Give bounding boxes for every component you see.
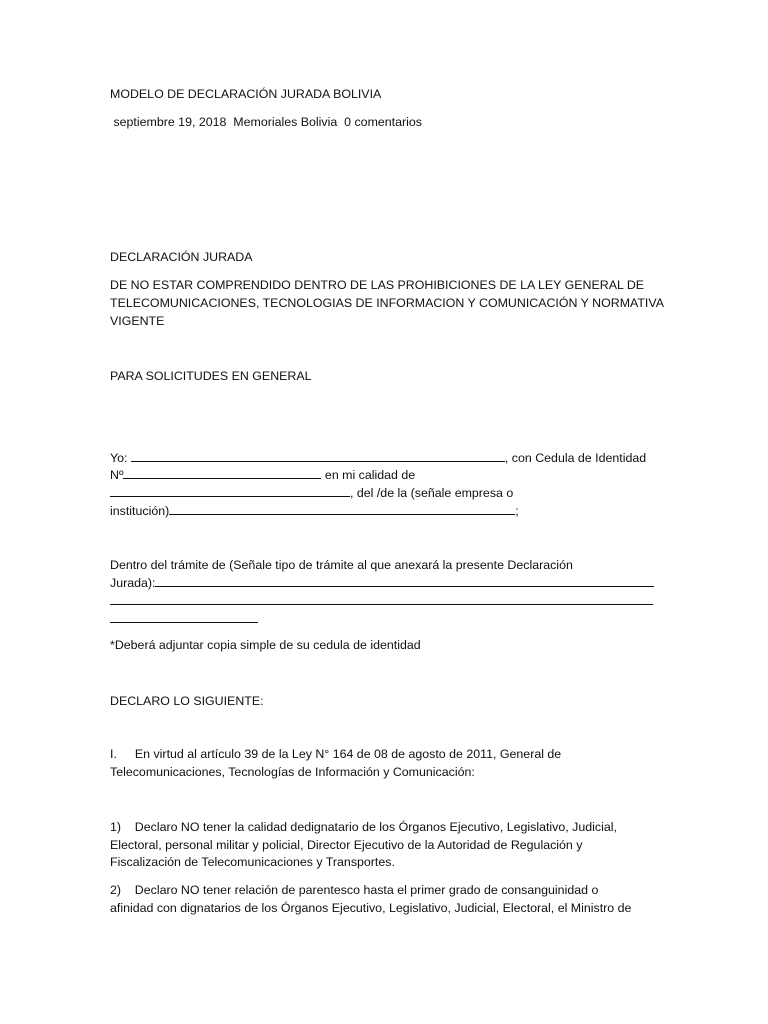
institution-suffix: ; (515, 504, 519, 518)
section-1-number: I. (110, 747, 117, 761)
procedure-blank-field-2[interactable] (110, 593, 653, 605)
section-1-line-2: Telecomunicaciones, Tecnologías de Información y Comunicación: (110, 765, 475, 779)
item-1-line-2: Electoral, personal militar y policial, Director Ejecutivo de la Autoridad de Regulación y (110, 838, 583, 852)
yo-line (110, 450, 646, 467)
item-1-line-1: 1) Declaro NO tener la calidad dedignatario de los Órganos Ejecutivo, Legislativo, Judicial, (110, 820, 617, 834)
item-2-line-1: 2) Declaro NO tener relación de parentesco hasta el primer grado de consanguinidad o (110, 883, 599, 897)
attachment-note: *Deberá adjuntar copia simple de su cedula de identidad (110, 638, 421, 652)
capacity-blank-field[interactable] (110, 485, 350, 497)
section-1-line-1 (110, 746, 561, 763)
post-meta: septiembre 19, 2018 Memoriales Bolivia 0 comentarios (110, 115, 422, 129)
purpose-heading: PARA SOLICITUDES EN GENERAL (110, 369, 312, 383)
yo-suffix: , con Cedula de Identidad (504, 451, 647, 465)
item-2-line-2: afinidad con dignatarios de los Órganos Ejecutivo, Legislativo, Judicial, Electoral, el Ministro de (110, 901, 632, 915)
declaro-heading: DECLARO LO SIGUIENTE: (110, 694, 264, 708)
capacity-suffix: , del /de la (señale empresa o (350, 486, 514, 500)
declaration-subheading-line-2: TELECOMUNICACIONES, TECNOLOGIAS DE INFORMACION Y COMUNICACIÓN Y NORMATIVA (110, 296, 664, 310)
capacity-line (110, 485, 513, 502)
procedure-line-1: Dentro del trámite de (Señale tipo de trámite al que anexará la presente Declaración (110, 558, 573, 572)
institution-label: institución) (110, 504, 170, 518)
procedure-line-2 (110, 575, 654, 592)
procedure-line-4 (110, 611, 258, 628)
declaration-subheading-line-3: VIGENTE (110, 314, 165, 328)
id-number-line (110, 467, 415, 484)
section-1-text: En virtud al artículo 39 de la Ley N° 164 de 08 de agosto de 2011, General de (134, 747, 562, 761)
document-title: MODELO DE DECLARACIÓN JURADA BOLIVIA (110, 87, 382, 101)
procedure-line-3 (110, 593, 653, 610)
item-1-line-3: Fiscalización de Telecomunicaciones y Transportes. (110, 855, 395, 869)
procedure-label: Jurada): (110, 576, 156, 590)
declaration-subheading-line-1: DE NO ESTAR COMPRENDIDO DENTRO DE LAS PROHIBICIONES DE LA LEY GENERAL DE (110, 278, 645, 292)
institution-line (110, 503, 519, 520)
id-number-blank-field[interactable] (123, 467, 321, 479)
id-number-label: Nº (110, 468, 124, 482)
procedure-blank-field-1[interactable] (155, 575, 654, 587)
id-number-suffix: en mi calidad de (321, 468, 416, 482)
yo-label: Yo: (110, 451, 131, 465)
name-blank-field[interactable] (131, 450, 505, 462)
institution-blank-field[interactable] (169, 503, 515, 515)
declaration-heading: DECLARACIÓN JURADA (110, 250, 253, 264)
procedure-blank-field-3[interactable] (110, 611, 258, 623)
